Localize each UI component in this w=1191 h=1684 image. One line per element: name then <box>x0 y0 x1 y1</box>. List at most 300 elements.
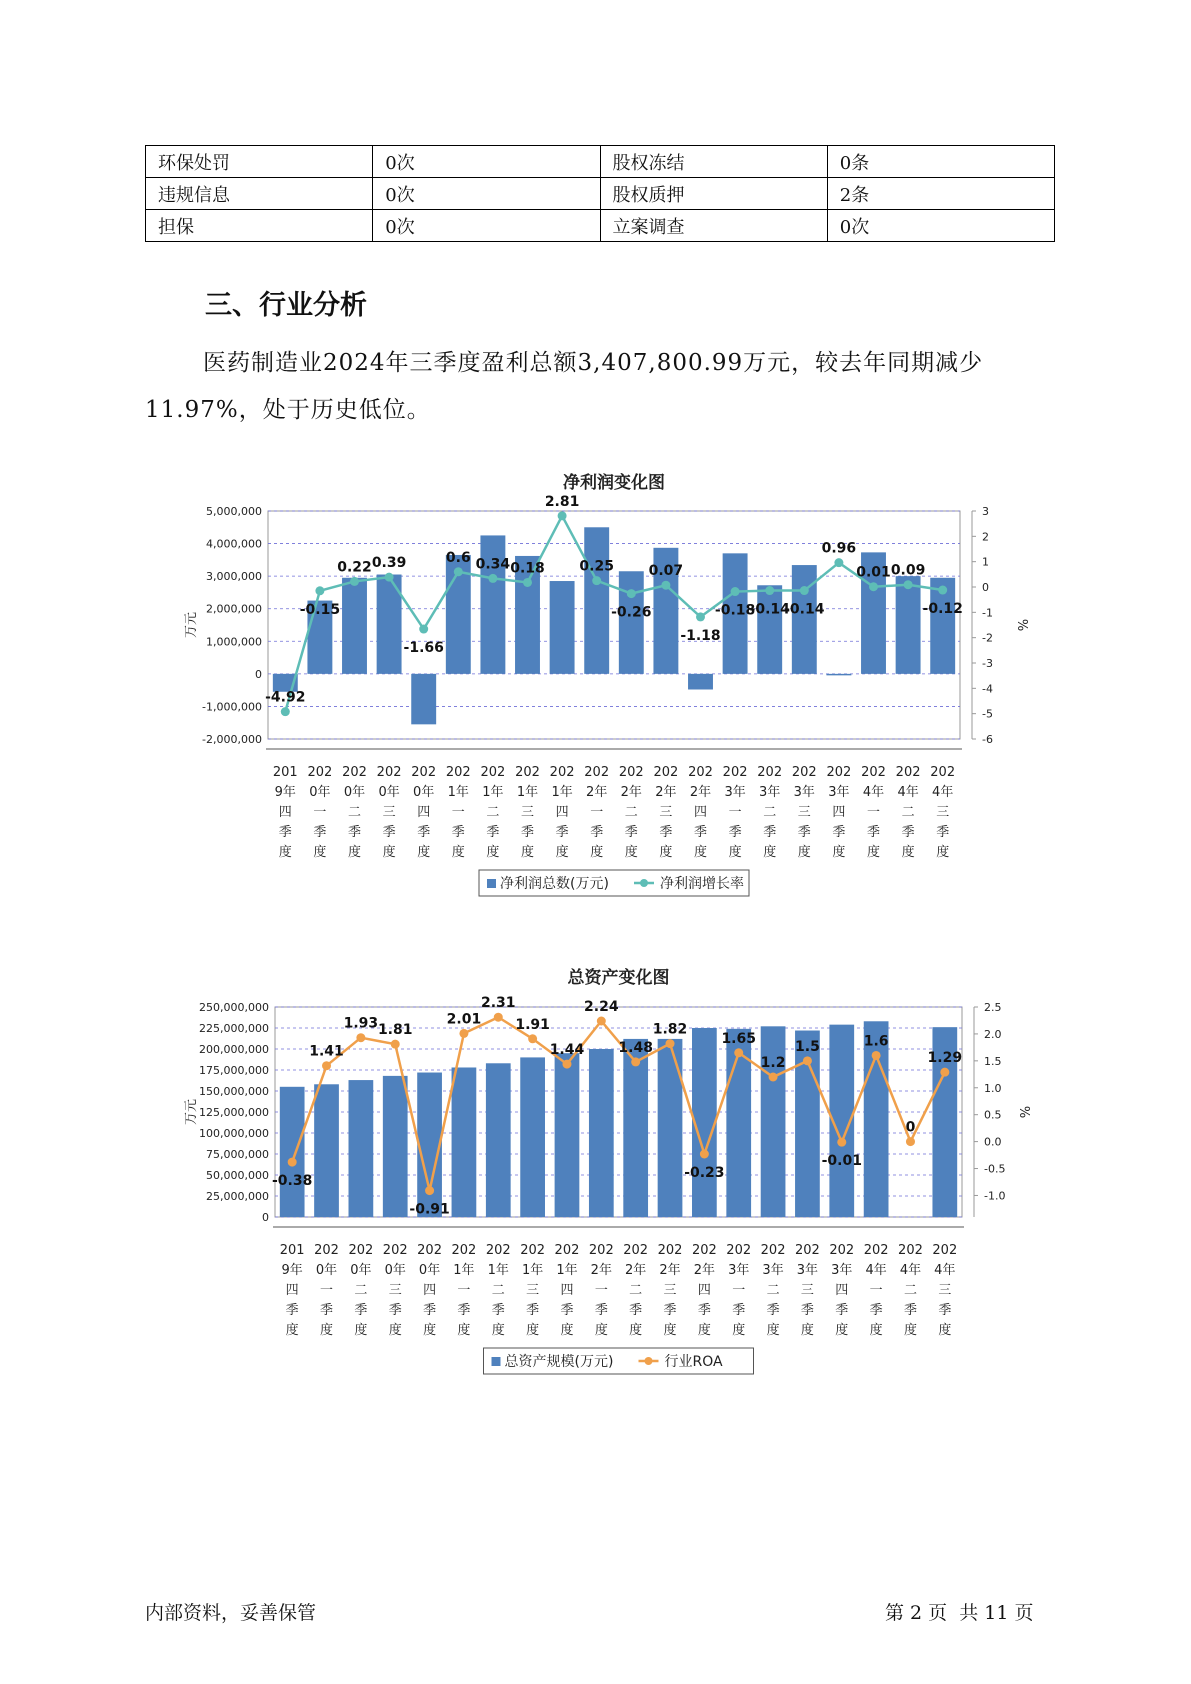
y-tick-label: 250,000,000 <box>199 1001 269 1014</box>
bar <box>349 1080 374 1217</box>
info-cell-label2: 立案调查 <box>600 210 827 242</box>
x-tick-label: 季 <box>423 1303 437 1318</box>
x-tick-label: 3年 <box>728 1263 750 1278</box>
x-tick-label: 季 <box>901 825 915 840</box>
bar <box>896 576 921 674</box>
x-tick-label: 季 <box>388 1303 402 1318</box>
x-tick-label: 三 <box>936 805 950 820</box>
x-tick-label: 202 <box>932 1243 958 1258</box>
info-cell-value1: 0次 <box>373 178 600 210</box>
data-label: -0.18 <box>714 602 756 619</box>
x-tick-label: 1年 <box>516 785 539 800</box>
info-cell-value2: 0条 <box>827 146 1054 178</box>
y-tick-label: 100,000,000 <box>199 1127 269 1140</box>
x-tick-label: 度 <box>763 845 777 860</box>
x-tick-label: 2年 <box>655 785 677 800</box>
y-tick-label: 25,000,000 <box>206 1190 269 1203</box>
bar <box>550 581 575 674</box>
x-tick-label: 度 <box>590 845 604 860</box>
x-tick-label: 3年 <box>724 785 746 800</box>
x-tick-label: 3年 <box>793 785 815 800</box>
data-label: -0.38 <box>271 1173 313 1190</box>
x-tick-label: 度 <box>451 845 465 860</box>
y-tick-label: 2,000,000 <box>206 602 262 616</box>
x-tick-label: 202 <box>445 765 471 780</box>
info-row <box>146 146 1055 178</box>
chart-title: 总资产变化图 <box>567 968 670 988</box>
x-tick-label: 度 <box>526 1323 540 1338</box>
x-tick-label: 三 <box>938 1283 952 1298</box>
x-tick-label: 度 <box>313 845 327 860</box>
x-tick-label: 度 <box>766 1323 780 1338</box>
x-tick-label: 202 <box>688 765 713 780</box>
x-tick-label: 度 <box>520 845 535 860</box>
x-tick-label: 202 <box>417 1243 442 1258</box>
data-label: 1.48 <box>618 1039 653 1056</box>
x-tick-label: 季 <box>693 825 708 840</box>
x-tick-label: 三 <box>388 1283 402 1298</box>
data-label: 1.81 <box>377 1022 413 1039</box>
info-cell-label2: 股权质押 <box>600 178 827 210</box>
data-label: -1.18 <box>680 627 721 644</box>
x-tick-label: 202 <box>726 1243 752 1258</box>
line-point <box>869 582 878 591</box>
bar <box>452 1067 477 1217</box>
line-point <box>488 574 497 583</box>
x-tick-label: 季 <box>347 825 362 840</box>
line-point <box>803 1056 812 1065</box>
x-tick-label: 9年 <box>281 1263 303 1278</box>
x-tick-label: 2年 <box>586 785 608 800</box>
bar <box>486 1063 511 1217</box>
data-label: -0.01 <box>821 1153 862 1170</box>
bar <box>688 674 713 690</box>
chart-title: 净利润变化图 <box>563 473 665 493</box>
x-tick-label: 一 <box>732 1283 746 1298</box>
y-tick-label: 225,000,000 <box>199 1022 269 1035</box>
x-tick-label: 季 <box>832 825 846 840</box>
x-tick-label: 2年 <box>693 1263 716 1278</box>
x-tick-label: 季 <box>555 825 569 840</box>
x-tick-label: 1年 <box>453 1263 475 1278</box>
x-tick-label: 度 <box>423 1323 437 1338</box>
x-tick-label: 四 <box>285 1283 299 1298</box>
x-tick-label: 三 <box>800 1283 814 1298</box>
x-tick-label: 202 <box>895 765 921 780</box>
x-tick-label: 202 <box>314 1243 339 1258</box>
line-point <box>454 567 463 576</box>
x-tick-label: 1年 <box>487 1263 509 1278</box>
line-point <box>597 1017 606 1026</box>
x-tick-label: 1年 <box>556 1263 578 1278</box>
x-tick-label: 度 <box>560 1323 574 1338</box>
data-label: -0.23 <box>684 1165 725 1181</box>
line-point <box>700 1150 709 1159</box>
x-tick-label: 季 <box>835 1303 849 1318</box>
x-tick-label: 季 <box>457 1303 471 1318</box>
y2-tick-label: 2.5 <box>984 1001 1002 1014</box>
x-tick-label: 季 <box>486 825 500 840</box>
bar <box>314 1084 339 1217</box>
x-tick-label: 度 <box>903 1323 917 1338</box>
bar <box>555 1053 580 1217</box>
x-tick-label: 201 <box>279 1243 305 1258</box>
x-tick-label: 202 <box>861 765 886 780</box>
x-tick-label: 202 <box>520 1243 546 1258</box>
x-tick-label: 季 <box>624 825 638 840</box>
y2-tick-label: 1.0 <box>984 1081 1002 1095</box>
x-tick-label: 一 <box>590 805 604 820</box>
x-tick-label: 度 <box>594 1323 608 1338</box>
x-tick-label: 一 <box>451 805 465 820</box>
x-tick-label: 202 <box>451 1243 477 1258</box>
x-tick-label: 一 <box>313 805 327 820</box>
line-point <box>661 581 670 590</box>
x-tick-label: 0年 <box>378 785 400 800</box>
y-tick-label: 75,000,000 <box>206 1148 269 1161</box>
x-tick-label: 202 <box>691 1243 717 1258</box>
x-tick-label: 季 <box>491 1303 505 1318</box>
x-tick-label: 三 <box>797 805 811 820</box>
bar <box>342 578 367 674</box>
x-tick-label: 度 <box>835 1323 849 1338</box>
y2-tick-label: 1.5 <box>984 1054 1002 1068</box>
total-assets-chart <box>175 955 1045 1415</box>
line-point <box>459 1029 468 1038</box>
data-label: 0.22 <box>337 559 372 576</box>
line-point <box>834 558 843 567</box>
data-label: 1.41 <box>309 1043 344 1060</box>
x-tick-label: 度 <box>629 1323 643 1338</box>
y2-tick-label: -1.0 <box>984 1189 1006 1203</box>
data-label: 1.29 <box>927 1050 963 1067</box>
legend-line-marker <box>645 1357 653 1365</box>
line-point <box>494 1013 503 1022</box>
x-tick-label: 度 <box>728 845 742 860</box>
x-tick-label: 二 <box>901 805 915 820</box>
line-point <box>769 1073 778 1082</box>
x-tick-label: 0年 <box>343 785 366 800</box>
y-axis-title: 万元 <box>184 611 199 639</box>
y-tick-label: 4,000,000 <box>206 537 262 551</box>
x-tick-label: 季 <box>451 825 465 840</box>
y-tick-label: 150,000,000 <box>199 1085 269 1098</box>
y2-tick-label: 0.5 <box>984 1108 1002 1122</box>
y-tick-label: 200,000,000 <box>199 1043 269 1056</box>
bar <box>619 571 644 674</box>
x-tick-label: 度 <box>457 1323 471 1338</box>
data-label: -0.14 <box>749 601 790 618</box>
bar <box>757 585 782 674</box>
y-tick-label: -2,000,000 <box>202 733 262 746</box>
line-point <box>734 1048 743 1057</box>
data-label: 1.6 <box>863 1033 889 1050</box>
line-point <box>837 1138 846 1147</box>
x-tick-label: 202 <box>791 765 817 780</box>
x-tick-label: 四 <box>835 1283 849 1298</box>
y2-tick-label: -3 <box>982 657 993 670</box>
info-cell-label1: 违规信息 <box>146 178 373 210</box>
data-label: 0.39 <box>371 555 407 572</box>
y-tick-label: 0 <box>262 1211 269 1224</box>
y-tick-label: 3,000,000 <box>206 570 262 584</box>
x-tick-label: 202 <box>382 1243 408 1258</box>
data-label: 0.6 <box>445 549 471 566</box>
bar <box>383 1076 408 1217</box>
x-tick-label: 202 <box>623 1243 649 1258</box>
x-tick-label: 季 <box>800 1303 814 1318</box>
y2-tick-label: -2 <box>982 631 993 645</box>
x-tick-label: 季 <box>526 1303 540 1318</box>
x-tick-label: 202 <box>829 1243 855 1258</box>
y-tick-label: 175,000,000 <box>199 1064 269 1077</box>
x-tick-label: 0年 <box>413 785 435 800</box>
x-tick-label: 季 <box>728 825 742 840</box>
x-tick-label: 202 <box>618 765 644 780</box>
y-axis-title: 万元 <box>184 1098 199 1126</box>
x-tick-label: 一 <box>728 805 742 820</box>
legend-bar-swatch <box>487 879 496 888</box>
x-tick-label: 二 <box>766 1283 780 1298</box>
x-tick-label: 度 <box>285 1323 299 1338</box>
x-tick-label: 4年 <box>932 785 954 800</box>
data-label: -4.92 <box>265 689 306 706</box>
x-tick-label: 季 <box>869 1303 883 1318</box>
bar <box>411 674 436 724</box>
line-point <box>938 586 947 595</box>
x-tick-label: 一 <box>457 1283 471 1298</box>
bar <box>589 1049 614 1217</box>
x-tick-label: 2年 <box>620 785 642 800</box>
x-tick-label: 202 <box>722 765 748 780</box>
y2-tick-label: -5 <box>982 707 993 721</box>
legend-bar-swatch <box>492 1357 501 1366</box>
y2-tick-label: 3 <box>982 505 989 518</box>
x-tick-label: 3年 <box>828 785 850 800</box>
x-tick-label: 度 <box>832 845 846 860</box>
x-tick-label: 0年 <box>309 785 331 800</box>
data-label: 0.01 <box>856 564 891 581</box>
x-tick-label: 3年 <box>796 1263 819 1278</box>
x-tick-label: 202 <box>515 765 540 780</box>
y2-tick-label: 2.0 <box>984 1027 1002 1041</box>
x-tick-label: 4年 <box>899 1263 922 1278</box>
x-tick-label: 季 <box>590 825 604 840</box>
data-label: -0.26 <box>611 604 652 621</box>
line-point <box>425 1186 434 1195</box>
x-tick-label: 四 <box>278 805 292 820</box>
x-tick-label: 4年 <box>862 785 885 800</box>
x-tick-label: 202 <box>757 765 783 780</box>
x-tick-label: 4年 <box>865 1263 887 1278</box>
y2-axis-title: % <box>1016 1105 1031 1119</box>
x-tick-label: 度 <box>797 845 811 860</box>
x-tick-label: 1年 <box>482 785 504 800</box>
info-cell-label1: 环保处罚 <box>146 146 373 178</box>
x-tick-label: 季 <box>797 825 811 840</box>
x-tick-label: 四 <box>697 1283 711 1298</box>
x-tick-label: 四 <box>693 805 708 820</box>
line-point <box>288 1158 297 1167</box>
y2-tick-label: 2 <box>982 530 989 544</box>
x-tick-label: 一 <box>866 805 881 820</box>
data-label: 1.2 <box>760 1055 786 1071</box>
x-tick-label: 三 <box>659 805 673 820</box>
x-tick-label: 202 <box>898 1243 923 1258</box>
x-tick-label: 二 <box>486 805 500 820</box>
line-point <box>627 589 636 598</box>
x-tick-label: 一 <box>320 1283 334 1298</box>
data-label: 2.31 <box>481 995 516 1012</box>
line-point <box>800 586 809 595</box>
net-profit-chart <box>175 460 1045 920</box>
data-label: 0.09 <box>890 562 926 579</box>
x-tick-label: 季 <box>520 825 535 840</box>
info-cell-label1: 担保 <box>146 210 373 242</box>
x-tick-label: 202 <box>485 1243 511 1258</box>
x-tick-label: 二 <box>763 805 777 820</box>
line-point <box>904 580 913 589</box>
x-tick-label: 度 <box>800 1323 814 1338</box>
x-tick-label: 度 <box>382 845 396 860</box>
x-tick-label: 四 <box>555 805 569 820</box>
data-label: -0.15 <box>299 601 341 618</box>
data-label: -1.66 <box>403 640 444 657</box>
line-point <box>391 1040 400 1049</box>
x-tick-label: 四 <box>560 1283 574 1298</box>
line-point <box>558 511 567 520</box>
data-label: 1.65 <box>721 1030 756 1047</box>
x-tick-label: 202 <box>653 765 679 780</box>
line-point <box>350 577 359 586</box>
x-tick-label: 二 <box>354 1283 368 1298</box>
x-tick-label: 2年 <box>689 785 712 800</box>
y-tick-label: -1,000,000 <box>202 700 262 714</box>
x-tick-label: 度 <box>624 845 638 860</box>
data-label: 0 <box>905 1119 916 1136</box>
x-tick-label: 0年 <box>418 1263 441 1278</box>
data-label: -0.14 <box>784 601 825 618</box>
data-label: 1.93 <box>343 1015 379 1032</box>
x-tick-label: 季 <box>938 1303 952 1318</box>
x-tick-label: 202 <box>930 765 956 780</box>
data-label: 1.91 <box>515 1016 550 1033</box>
y2-tick-label: 1 <box>982 555 989 569</box>
x-tick-label: 度 <box>693 845 708 860</box>
y-tick-label: 125,000,000 <box>199 1106 269 1119</box>
x-tick-label: 二 <box>629 1283 643 1298</box>
x-tick-label: 202 <box>411 765 437 780</box>
x-tick-label: 202 <box>657 1243 683 1258</box>
x-tick-label: 四 <box>832 805 846 820</box>
line-point <box>906 1137 915 1146</box>
x-tick-label: 一 <box>869 1283 883 1298</box>
x-tick-label: 202 <box>795 1243 820 1258</box>
bar <box>658 1039 683 1217</box>
line-point <box>631 1057 640 1066</box>
x-tick-label: 二 <box>491 1283 505 1298</box>
line-point <box>940 1068 949 1077</box>
x-tick-label: 季 <box>594 1303 608 1318</box>
x-tick-label: 9年 <box>274 785 296 800</box>
plot-area <box>268 511 960 739</box>
line-point <box>696 612 705 621</box>
line-point <box>419 625 428 634</box>
line-point <box>281 707 290 716</box>
x-tick-label: 202 <box>348 1243 374 1258</box>
x-tick-label: 度 <box>278 845 292 860</box>
x-tick-label: 2年 <box>625 1263 647 1278</box>
x-tick-label: 度 <box>663 1323 677 1338</box>
x-tick-label: 一 <box>594 1283 608 1298</box>
x-tick-label: 三 <box>663 1283 677 1298</box>
y2-tick-label: -4 <box>982 682 993 696</box>
risk-info-table <box>145 145 1055 242</box>
x-tick-label: 季 <box>320 1303 334 1318</box>
y-tick-label: 5,000,000 <box>206 505 262 518</box>
data-label: 2.01 <box>446 1011 482 1028</box>
data-label: 1.5 <box>795 1038 820 1055</box>
x-tick-label: 0年 <box>315 1263 338 1278</box>
x-tick-label: 度 <box>901 845 915 860</box>
bar <box>864 1021 889 1217</box>
x-tick-label: 4年 <box>934 1263 956 1278</box>
x-tick-label: 3年 <box>762 1263 784 1278</box>
footer-page-number: 第 2 页 共 11 页 <box>885 1602 1034 1624</box>
x-tick-label: 201 <box>272 765 298 780</box>
x-tick-label: 度 <box>659 845 673 860</box>
x-tick-label: 季 <box>285 1303 299 1318</box>
info-cell-value2: 2条 <box>827 178 1054 210</box>
x-tick-label: 3年 <box>759 785 781 800</box>
x-tick-label: 度 <box>732 1323 746 1338</box>
data-label: -0.91 <box>409 1201 450 1218</box>
x-tick-label: 度 <box>347 845 362 860</box>
data-label: 0.07 <box>648 563 684 580</box>
data-label: 0.96 <box>821 540 857 557</box>
y2-tick-label: -0.5 <box>984 1162 1006 1176</box>
x-tick-label: 202 <box>760 1243 786 1258</box>
x-tick-label: 季 <box>866 825 881 840</box>
x-tick-label: 202 <box>376 765 402 780</box>
analysis-paragraph: 医药制造业2024年三季度盈利总额3,407,800.99万元，较去年同期减少11.97%，处于历史低位。 <box>145 350 984 423</box>
data-label: 0.34 <box>475 556 511 573</box>
x-tick-label: 季 <box>560 1303 574 1318</box>
line-point <box>528 1034 537 1043</box>
y-tick-label: 1,000,000 <box>206 635 262 649</box>
x-tick-label: 度 <box>354 1323 368 1338</box>
x-tick-label: 202 <box>588 1243 614 1258</box>
x-tick-label: 二 <box>903 1283 917 1298</box>
x-tick-label: 季 <box>936 825 950 840</box>
y2-tick-label: 0 <box>982 581 989 594</box>
info-row <box>146 178 1055 210</box>
x-tick-label: 0年 <box>350 1263 372 1278</box>
x-tick-label: 季 <box>382 825 396 840</box>
x-tick-label: 4年 <box>897 785 919 800</box>
x-tick-label: 二 <box>347 805 362 820</box>
data-label: 0.18 <box>510 560 545 577</box>
bar <box>826 674 851 676</box>
data-label: 1.44 <box>549 1042 585 1059</box>
x-tick-label: 度 <box>938 1323 952 1338</box>
x-tick-label: 季 <box>417 825 431 840</box>
x-tick-label: 度 <box>866 845 881 860</box>
bar <box>584 527 609 674</box>
x-tick-label: 202 <box>342 765 367 780</box>
bar <box>792 565 817 674</box>
x-tick-label: 202 <box>584 765 610 780</box>
